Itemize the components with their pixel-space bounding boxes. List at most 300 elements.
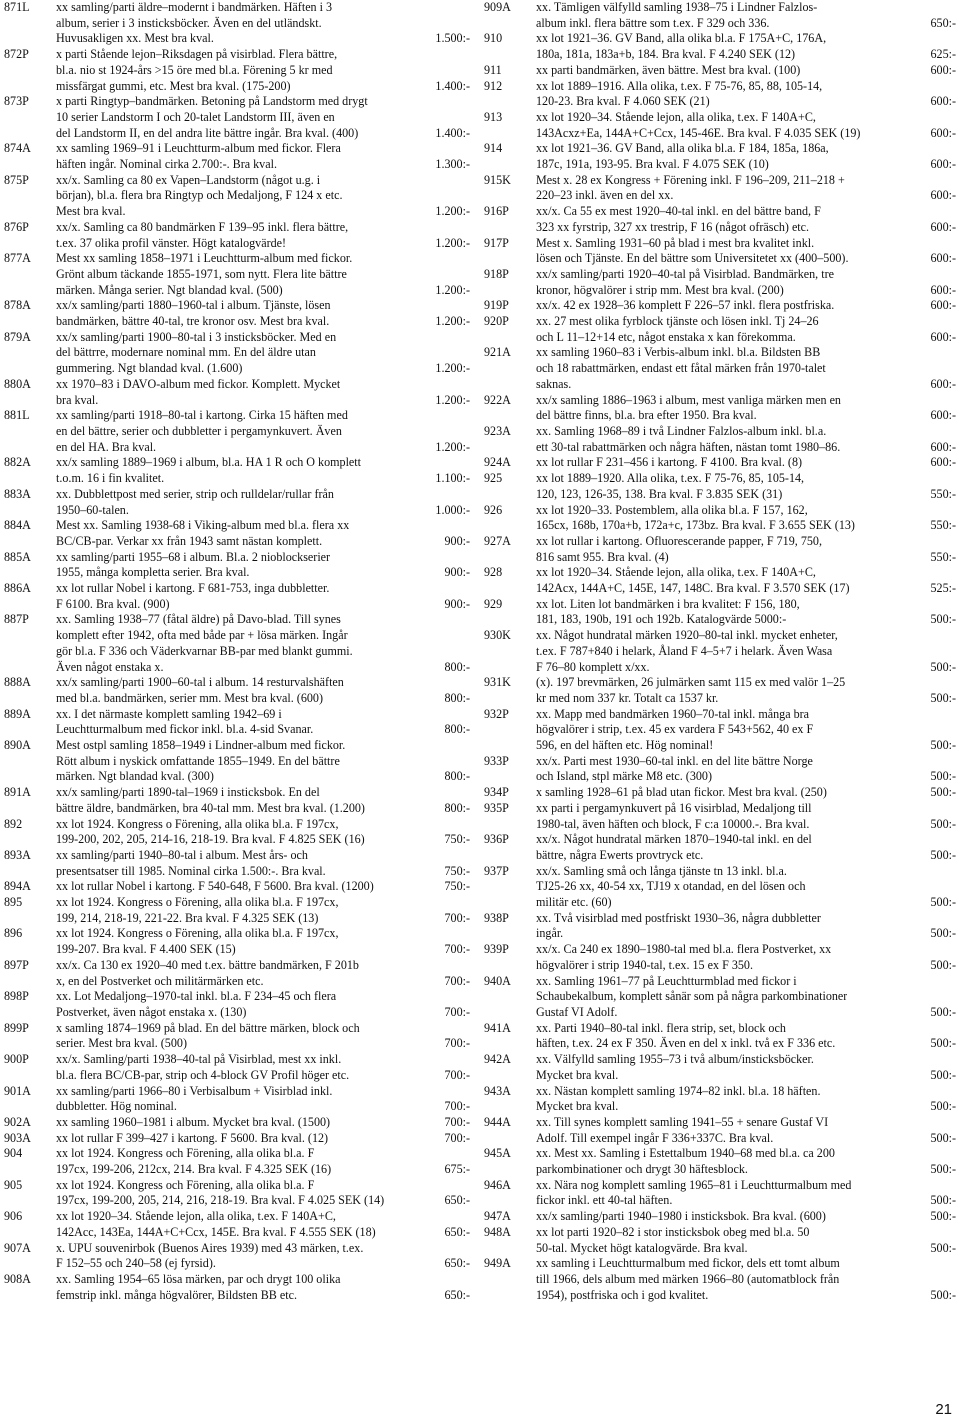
- lot-price: 500:-: [930, 926, 956, 941]
- description-line: [536, 503, 956, 519]
- description-text: xx. 27 mest olika fyrblock tjänste och lösen inkl. Tj 24–26: [536, 314, 819, 329]
- lot-entry: [4, 1178, 470, 1209]
- lot-number: 888A: [4, 675, 31, 690]
- description-line: [56, 864, 470, 880]
- description-line: [56, 94, 470, 110]
- description-line: [56, 722, 470, 738]
- description-text: xx lot 1920–34. Stående lejon, alla olika, t.ex. F 140A+C,: [536, 109, 816, 124]
- description-text: xx. Två visirblad med postfriskt 1930–36, några dubbletter: [536, 910, 821, 925]
- lot-description: [56, 455, 470, 486]
- description-line: [56, 345, 470, 361]
- description-line: [536, 644, 956, 660]
- lot-description: [536, 31, 956, 62]
- description-line: [536, 974, 956, 990]
- lot-number: 893A: [4, 847, 31, 862]
- lot-entry: [4, 518, 470, 549]
- description-line: [536, 769, 956, 785]
- description-text: xx/x. 42 ex 1928–36 komplett F 226–57 inkl. flera postfriska.: [536, 298, 835, 313]
- lot-price: 500:-: [930, 612, 956, 627]
- description-text: 197cx, 199-200, 205, 214, 216, 218-19. Bra kval. F 4.025 SEK (14): [56, 1193, 385, 1208]
- description-text: bra kval.: [56, 392, 99, 407]
- lot-number: 925: [484, 471, 503, 486]
- description-text: bättre, några Ewerts provtryck etc.: [536, 847, 704, 862]
- description-line: [536, 691, 956, 707]
- description-text: 199, 214, 218-19, 221-22. Bra kval. F 4.325 SEK (13): [56, 910, 319, 925]
- lot-entry: [4, 1272, 470, 1303]
- lot-price: 700:-: [444, 910, 470, 925]
- description-line: [56, 785, 470, 801]
- description-line: [56, 942, 470, 958]
- lot-description: [536, 173, 956, 204]
- lot-description: [536, 204, 956, 235]
- description-text: femstrip inkl. många högvalörer, Bildsten BB etc.: [56, 1287, 298, 1302]
- description-line: [56, 1162, 470, 1178]
- description-text: x. UPU souvenirbok (Buenos Aires 1939) med 43 märken, t.ex.: [56, 1240, 364, 1255]
- description-text: Rött album i nyskick omfattande 1855–1949. En del bättre: [56, 753, 340, 768]
- lot-entry: [4, 581, 470, 612]
- description-text: (x). 197 brevmärken, 26 julmärken samt 115 ex med valör 1–25: [536, 675, 846, 690]
- description-text: xx. Mapp med bandmärken 1960–70-tal inkl. många bra: [536, 706, 810, 721]
- description-line: [56, 1084, 470, 1100]
- lot-price: 650:-: [444, 1224, 470, 1239]
- description-text: 181, 183, 190b, 191 och 192b. Katalogvärde 5000:-: [536, 612, 787, 627]
- lot-description: [56, 958, 470, 989]
- lot-price: 800:-: [444, 722, 470, 737]
- lot-price: 500:-: [930, 1036, 956, 1051]
- description-text: märken. Ngt blandad kval. (300): [56, 769, 214, 784]
- lot-description: [536, 236, 956, 267]
- lot-price: 550:-: [930, 549, 956, 564]
- description-text: militär etc. (60): [536, 895, 612, 910]
- lot-price: 525:-: [930, 581, 956, 596]
- description-line: [56, 141, 470, 157]
- description-line: [56, 707, 470, 723]
- lot-number: 938P: [484, 910, 509, 925]
- description-text: xx lot 1921–36. GV Band, alla olika bl.a. F 184, 185a, 186a,: [536, 141, 829, 156]
- description-text: xx. Nästan komplett samling 1974–82 inkl. bl.a. 18 häften.: [536, 1083, 821, 1098]
- description-line: [536, 1146, 956, 1162]
- lot-number: 912: [484, 78, 503, 93]
- lot-number: 916P: [484, 204, 509, 219]
- lot-description: [536, 1256, 956, 1303]
- description-text: BC/CB-par. Verkar xx från 1943 samt nästan komplett.: [56, 533, 323, 548]
- description-line: [56, 1209, 470, 1225]
- description-text: xx/x. Något hundratal märken 1870–1940-tal inkl. en del: [536, 832, 812, 847]
- description-line: [536, 361, 956, 377]
- lot-number: 885A: [4, 549, 31, 564]
- description-text: x samling 1874–1969 på blad. En del bättre märken, block och: [56, 1020, 360, 1035]
- lot-price: 500:-: [930, 785, 956, 800]
- lot-description: [536, 298, 956, 314]
- lot-description: [56, 550, 470, 581]
- description-line: [536, 110, 956, 126]
- lot-entry: [484, 974, 956, 1021]
- description-text: 50-tal. Mycket högt katalogvärde. Bra kval.: [536, 1240, 748, 1255]
- description-text: xx lot 1924. Kongress och Förening, alla olika bl.a. F: [56, 1177, 315, 1192]
- description-line: [56, 424, 470, 440]
- lot-description: [56, 408, 470, 455]
- description-text: xx samling i Leuchtturmalbum med fickor, dels ett tomt album: [536, 1256, 840, 1271]
- description-text: och 18 rabattmärken, endast ett fåtal märken från 1970-talet: [536, 361, 826, 376]
- description-line: [536, 722, 956, 738]
- lot-number: 892: [4, 816, 23, 831]
- description-line: [536, 236, 956, 252]
- description-text: album, serier i 3 insticksböcker. Även en del utländskt.: [56, 15, 322, 30]
- lot-number: 910: [484, 31, 503, 46]
- lot-number: 881L: [4, 408, 30, 423]
- lot-price: 500:-: [930, 1005, 956, 1019]
- description-line: [56, 628, 470, 644]
- lot-entry: [4, 707, 470, 738]
- description-text: 199-200, 202, 205, 214-16, 218-19. Bra kval. F 4.825 SEK (16): [56, 832, 365, 847]
- lot-price: 500:-: [930, 1067, 956, 1082]
- lot-description: [536, 1225, 956, 1256]
- lot-price: 900:-: [444, 533, 470, 548]
- description-text: 596, en del häften etc. Hög nominal!: [536, 738, 714, 753]
- lot-number: 937P: [484, 863, 509, 878]
- lot-entry: [4, 958, 470, 989]
- description-text: x parti Stående lejon–Riksdagen på visirblad. Flera bättre,: [56, 47, 338, 62]
- description-text: xx samling/parti 1955–68 i album. Bl.a. 2 nioblockserier: [56, 549, 331, 564]
- description-line: [536, 31, 956, 47]
- description-text: 199-207. Bra kval. F 4.400 SEK (15): [56, 942, 236, 957]
- description-line: [56, 769, 470, 785]
- lot-description: [56, 518, 470, 549]
- lot-entry: [484, 597, 956, 628]
- description-line: [536, 738, 956, 754]
- description-text: x parti Ringtyp–bandmärken. Betoning på Landstorm med drygt: [56, 94, 368, 109]
- description-line: [536, 220, 956, 236]
- description-line: [56, 879, 470, 895]
- lot-entry: [484, 267, 956, 298]
- lot-entry: [484, 455, 956, 471]
- lot-number: 908A: [4, 1271, 31, 1286]
- lot-price: 1.200:-: [435, 392, 470, 407]
- lot-price: 500:-: [930, 1287, 956, 1302]
- lot-price: 700:-: [444, 973, 470, 988]
- description-text: 120, 123, 126-35, 138. Bra kval. F 3.835 SEK (31): [536, 486, 783, 501]
- right-column: [484, 0, 956, 1303]
- lot-number: 906: [4, 1209, 23, 1224]
- description-text: 10 serier Landstorm I och 20-talet Landstorm III, även en: [56, 109, 335, 124]
- description-line: [536, 1068, 956, 1084]
- description-line: [56, 597, 470, 613]
- description-line: [56, 314, 470, 330]
- lot-number: 871L: [4, 0, 30, 14]
- lot-description: [536, 864, 956, 911]
- lot-entry: [484, 785, 956, 801]
- description-line: [536, 1084, 956, 1100]
- description-line: [56, 251, 470, 267]
- description-text: 180a, 181a, 183a+b, 184. Bra kval. F 4.240 SEK (12): [536, 47, 796, 62]
- description-line: [536, 926, 956, 942]
- lot-price: 600:-: [930, 94, 956, 109]
- lot-description: [56, 1241, 470, 1272]
- lot-number: 929: [484, 596, 503, 611]
- lot-price: 900:-: [444, 565, 470, 580]
- description-line: [56, 1146, 470, 1162]
- description-line: [536, 707, 956, 723]
- lot-entry: [484, 832, 956, 863]
- lot-number: 911: [484, 62, 502, 77]
- lot-description: [56, 220, 470, 251]
- lot-entry: [4, 1084, 470, 1115]
- lot-entry: [484, 534, 956, 565]
- description-text: xx. I det närmaste komplett samling 1942–69 i: [56, 706, 282, 721]
- lot-price: 500:-: [930, 1099, 956, 1114]
- lot-number: 902A: [4, 1114, 31, 1129]
- lot-number: 878A: [4, 298, 31, 313]
- description-line: [536, 1036, 956, 1052]
- lot-entry: [484, 63, 956, 79]
- lot-number: 879A: [4, 329, 31, 344]
- lot-price: 1.200:-: [435, 235, 470, 250]
- lot-price: 550:-: [930, 486, 956, 501]
- lot-entry: [484, 754, 956, 785]
- description-text: xx lot. Liten lot bandmärken i bra kvalitet: F 156, 180,: [536, 596, 800, 611]
- lot-description: [536, 267, 956, 298]
- lot-price: 600:-: [930, 329, 956, 344]
- lot-number: 873P: [4, 94, 29, 109]
- lot-description: [56, 251, 470, 298]
- lot-entry: [4, 487, 470, 518]
- description-line: [536, 817, 956, 833]
- lot-price: 600:-: [930, 282, 956, 297]
- description-line: [56, 126, 470, 142]
- description-line: [536, 1209, 956, 1225]
- lot-description: [56, 879, 470, 895]
- description-line: [536, 471, 956, 487]
- description-text: Huvusakligen xx. Mest bra kval.: [56, 31, 214, 46]
- lot-entry: [484, 1178, 956, 1209]
- lot-description: [56, 581, 470, 612]
- description-line: [56, 565, 470, 581]
- description-text: Postverket, även något enstaka x. (130): [56, 1005, 247, 1019]
- description-text: xx. Något hundratal märken 1920–80-tal inkl. mycket enheter,: [536, 628, 838, 643]
- lot-description: [536, 63, 956, 79]
- lot-price: 1.200:-: [435, 361, 470, 376]
- description-text: parkombinationer och drygt 30 häftesblock.: [536, 1162, 748, 1177]
- description-text: och Island, stpl märke M8 etc. (300): [536, 769, 712, 784]
- description-line: [536, 958, 956, 974]
- lot-number: 928: [484, 565, 503, 580]
- lot-entry: [4, 848, 470, 879]
- lot-price: 500:-: [930, 690, 956, 705]
- description-line: [56, 895, 470, 911]
- lot-number: 921A: [484, 345, 511, 360]
- lot-description: [536, 628, 956, 675]
- lot-price: 600:-: [930, 62, 956, 77]
- description-text: Mycket bra kval.: [536, 1099, 619, 1114]
- lot-number: 886A: [4, 581, 31, 596]
- lot-description: [56, 1115, 470, 1131]
- description-text: häften ingår. Nominal cirka 2.700:-. Bra kval.: [56, 157, 277, 172]
- description-line: [536, 942, 956, 958]
- description-text: 1954), postfriska och i god kvalitet.: [536, 1287, 709, 1302]
- lot-price: 800:-: [444, 800, 470, 815]
- lot-entry: [484, 942, 956, 973]
- lot-price: 800:-: [444, 690, 470, 705]
- description-line: [536, 1193, 956, 1209]
- lot-price: 800:-: [444, 769, 470, 784]
- description-line: [56, 267, 470, 283]
- lot-price: 600:-: [930, 376, 956, 391]
- description-line: [536, 895, 956, 911]
- description-text: xx/x samling/parti 1880–1960-tal i album. Tjänste, lösen: [56, 298, 331, 313]
- lot-price: 750:-: [444, 863, 470, 878]
- description-text: Schaubekalbum, komplett sånär som på några parkombinationer: [536, 989, 848, 1004]
- description-text: med bl.a. bandmärken, serier mm. Mest bra kval. (600): [56, 690, 323, 705]
- lot-entry: [4, 675, 470, 706]
- description-line: [536, 565, 956, 581]
- description-line: [56, 1288, 470, 1304]
- description-line: [536, 534, 956, 550]
- description-line: [56, 1131, 470, 1147]
- left-column: [4, 0, 470, 1303]
- lot-description: [536, 1052, 956, 1083]
- description-text: 220–23 inkl. även en del xx.: [536, 188, 674, 203]
- description-text: xx lot 1920–34. Stående lejon, alla olika, t.ex. F 140A+C,: [56, 1209, 336, 1224]
- description-text: märken. Många serier. Ngt blandad kval. (500): [56, 282, 283, 297]
- description-line: [56, 1178, 470, 1194]
- description-line: [536, 314, 956, 330]
- lot-entry: [4, 377, 470, 408]
- description-text: kr med nom 337 kr. Totalt ca 1537 kr.: [536, 690, 719, 705]
- lot-description: [56, 1084, 470, 1115]
- description-line: [536, 754, 956, 770]
- lot-price: 700:-: [444, 1130, 470, 1145]
- description-text: Mest x. 28 ex Kongress + Förening inkl. F 196–209, 211–218 +: [536, 172, 845, 187]
- description-text: xx samling/parti 1966–80 i Verbisalbum + Visirblad inkl.: [56, 1083, 333, 1098]
- description-text: t.o.m. 16 i fin kvalitet.: [56, 471, 165, 486]
- lot-description: [536, 675, 956, 706]
- description-text: t.ex. F 787+840 i helark, Åland F 4–5+7 i helark. Även Wasa: [536, 643, 833, 658]
- lot-price: 675:-: [444, 1162, 470, 1177]
- lot-entry: [484, 911, 956, 942]
- description-line: [536, 330, 956, 346]
- description-line: [536, 628, 956, 644]
- description-line: [536, 79, 956, 95]
- lot-number: 945A: [484, 1146, 511, 1161]
- lot-price: 650:-: [444, 1287, 470, 1302]
- description-text: Även något enstaka x.: [56, 659, 164, 674]
- lot-price: 600:-: [930, 188, 956, 203]
- lot-description: [56, 94, 470, 141]
- lot-price: 500:-: [930, 738, 956, 753]
- description-line: [56, 487, 470, 503]
- lot-entry: [4, 251, 470, 298]
- lot-description: [536, 455, 956, 471]
- lot-number: 898P: [4, 989, 29, 1004]
- lot-description: [536, 345, 956, 392]
- lot-entry: [4, 1146, 470, 1177]
- description-text: Gustaf VI Adolf.: [536, 1005, 618, 1019]
- lot-number: 884A: [4, 518, 31, 533]
- lot-entry: [484, 707, 956, 754]
- description-text: TJ25-26 xx, 40-54 xx, TJ19 x otandad, en del lösen och: [536, 879, 806, 894]
- lot-number: 949A: [484, 1256, 511, 1271]
- lot-entry: [484, 236, 956, 267]
- description-text: gummering. Ngt blandad kval. (1.600): [56, 361, 243, 376]
- lot-number: 927A: [484, 533, 511, 548]
- description-text: xx lot 1924. Kongress o Förening, alla olika bl.a. F 197cx,: [56, 926, 339, 941]
- description-text: xx lot 1920–34. Stående lejon, alla olika, t.ex. F 140A+C,: [536, 565, 816, 580]
- lot-number: 896: [4, 926, 23, 941]
- description-text: Adolf. Till exempel ingår F 336+337C. Bra kval.: [536, 1130, 774, 1145]
- lot-number: 920P: [484, 314, 509, 329]
- lot-entry: [484, 173, 956, 204]
- description-line: [536, 345, 956, 361]
- lot-price: 650:-: [444, 1256, 470, 1271]
- description-text: en del HA. Bra kval.: [56, 439, 157, 454]
- description-line: [56, 581, 470, 597]
- lot-entry: [4, 817, 470, 848]
- description-line: [536, 1005, 956, 1021]
- description-line: [56, 188, 470, 204]
- lot-number: 948A: [484, 1224, 511, 1239]
- lot-price: 1.100:-: [435, 471, 470, 486]
- description-text: xx. Samling 1938–77 (fåtal äldre) på Davo-blad. Till synes: [56, 612, 341, 627]
- description-text: xx lot parti 1920–82 i stor insticksbok obeg med bl.a. 50: [536, 1224, 810, 1239]
- lot-number: 872P: [4, 47, 29, 62]
- lot-number: 918P: [484, 266, 509, 281]
- lot-entry: [484, 565, 956, 596]
- lot-entry: [4, 455, 470, 486]
- description-text: högvalörer i strip, t.ex. 45 ex vardera F 543+562, 40 ex F: [536, 722, 814, 737]
- lot-number: 901A: [4, 1083, 31, 1098]
- description-line: [56, 110, 470, 126]
- lot-number: 939P: [484, 942, 509, 957]
- description-line: [536, 455, 956, 471]
- description-text: xx/x samling/parti 1890-tal–1969 i insticksbok. En del: [56, 785, 320, 800]
- lot-description: [536, 471, 956, 502]
- lot-entry: [4, 926, 470, 957]
- description-text: xx/x samling 1889–1969 i album, bl.a. HA 1 R och O komplett: [56, 455, 362, 470]
- description-text: högvalörer i strip 1940-tal, t.ex. 15 ex F 350.: [536, 957, 753, 972]
- lot-description: [536, 565, 956, 596]
- description-line: [536, 94, 956, 110]
- description-text: xx/x. Samling ca 80 bandmärken F 139–95 inkl. flera bättre,: [56, 219, 349, 234]
- description-text: 142Acc, 143Ea, 144A+C+Ccx, 145E. Bra kval. F 4.555 SEK (18): [56, 1224, 376, 1239]
- description-text: xx/x. Ca 240 ex 1890–1980-tal med bl.a. flera Postverket, xx: [536, 942, 832, 957]
- description-text: xx lot rullar Nobel i kartong. F 540-648, F 5600. Bra kval. (1200): [56, 879, 374, 894]
- lot-number: 947A: [484, 1209, 511, 1224]
- description-text: xx samling 1969–91 i Leuchtturm-album med fickor. Flera: [56, 141, 341, 156]
- description-line: [536, 0, 956, 16]
- lot-entry: [484, 864, 956, 911]
- lot-description: [536, 0, 956, 31]
- lot-description: [536, 597, 956, 628]
- description-line: [56, 393, 470, 409]
- lot-number: 894A: [4, 879, 31, 894]
- description-text: xx lot 1889–1916. Alla olika, t.ex. F 75-76, 85, 88, 105-14,: [536, 78, 823, 93]
- lot-description: [56, 848, 470, 879]
- description-text: gör bl.a. F 336 och Väderkvarnar BB-par med blankt gummi.: [56, 643, 353, 658]
- lot-number: 942A: [484, 1052, 511, 1067]
- description-line: [56, 79, 470, 95]
- lot-number: 874A: [4, 141, 31, 156]
- lot-description: [536, 1178, 956, 1209]
- lot-price: 600:-: [930, 251, 956, 266]
- description-line: [56, 1021, 470, 1037]
- lot-price: 600:-: [930, 408, 956, 423]
- lot-entry: [484, 675, 956, 706]
- lot-description: [56, 330, 470, 377]
- description-line: [536, 1099, 956, 1115]
- description-line: [56, 738, 470, 754]
- lot-price: 600:-: [930, 298, 956, 313]
- lot-entry: [4, 612, 470, 675]
